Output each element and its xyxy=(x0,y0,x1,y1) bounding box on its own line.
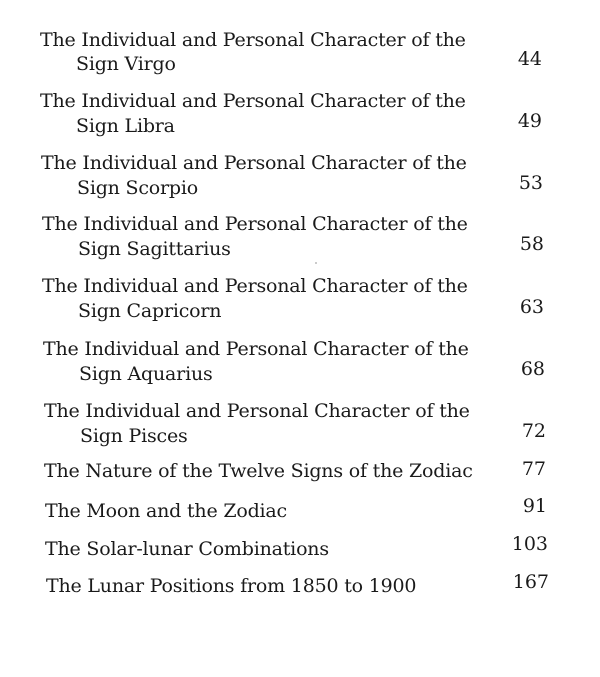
toc-page-number: 77 xyxy=(521,458,546,480)
toc-page-number: 167 xyxy=(512,571,549,593)
toc-entry-title: The Individual and Personal Character of the xyxy=(43,338,469,360)
paper-speck xyxy=(315,262,317,264)
toc-entry-title: The Individual and Personal Character of the xyxy=(40,29,466,51)
toc-entry-title: The Individual and Personal Character of the xyxy=(41,152,467,174)
toc-page-number: 58 xyxy=(519,233,544,255)
toc-entry-title-continuation: Sign Sagittarius xyxy=(78,238,231,260)
toc-entry-title: The Individual and Personal Character of the xyxy=(42,275,468,297)
toc-entry-title-continuation: Sign Scorpio xyxy=(77,177,198,199)
toc-entry-title-continuation: Sign Aquarius xyxy=(79,363,213,385)
toc-entry-title: The Nature of the Twelve Signs of the Zodiac xyxy=(44,460,473,482)
toc-page-number: 44 xyxy=(517,48,542,70)
toc-entry-title-continuation: Sign Pisces xyxy=(80,425,188,447)
toc-entry-title-continuation: Sign Libra xyxy=(76,115,175,137)
toc-page-number: 91 xyxy=(522,495,547,517)
toc-page-number: 49 xyxy=(517,110,542,132)
toc-entry-title: The Individual and Personal Character of the xyxy=(42,213,468,235)
toc-page-number: 53 xyxy=(518,172,543,194)
toc-page-number: 63 xyxy=(519,296,544,318)
toc-page-number: 72 xyxy=(521,420,546,442)
toc-page-number: 103 xyxy=(511,533,548,555)
toc-page-number: 68 xyxy=(520,358,545,380)
toc-entry-title-continuation: Sign Virgo xyxy=(76,53,176,75)
toc-entry-title: The Moon and the Zodiac xyxy=(45,500,287,522)
toc-entry-title: The Individual and Personal Character of the xyxy=(44,400,470,422)
toc-entry-title-continuation: Sign Capricorn xyxy=(78,300,222,322)
toc-entry-title: The Solar-lunar Combinations xyxy=(45,538,329,560)
toc-entry-title: The Individual and Personal Character of the xyxy=(40,90,466,112)
toc-entry-title: The Lunar Positions from 1850 to 1900 xyxy=(46,575,417,597)
